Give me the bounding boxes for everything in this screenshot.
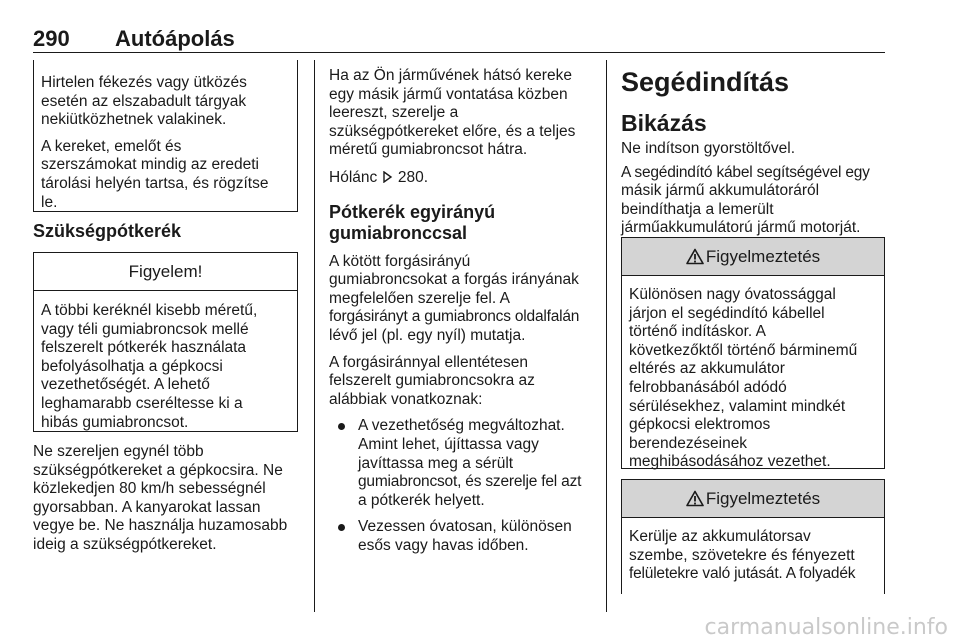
notice-text: A többi keréknél kisebb méretű, vagy téli gumiabroncsok mellé felszerelt pótkerék használata befolyásolhatja a gépkocsi vezethetőségét. A lehető leghamarabb cseréltesse ki a hibás gumiabroncsot. xyxy=(41,302,258,431)
paragraph: A forgásiránnyal ellentétesen felszerelt gumiabroncsokra az alábbiak vonatkoznak: xyxy=(329,353,535,408)
list-item: A vezethetőség megváltozhat. Amint lehet, újíttassa vagy javíttassa meg a sérült gumiabroncsot, és szerelje fel azt a pótkerék helyett. xyxy=(329,417,604,510)
section-heading: Szükségpótkerék xyxy=(33,221,182,241)
bullet-icon xyxy=(338,524,345,531)
warning-title-bar: Figyelmeztetés xyxy=(622,238,884,276)
paragraph: Ne indítson gyorstöltővel. xyxy=(621,140,796,157)
warning-text: Különösen nagy óvatossággal járjon el segédindító kábellel történő indításkor. A következőktől történő bárminemű eltérés az akkumulátor felrobbanásából adódó sérülésekhez, valamint mindkét gépkocsi elektromos berendezéseinek meghibásodásához vezethet. xyxy=(629,286,858,471)
section-heading: Pótkerék egyirányú gumiabronccsal xyxy=(329,201,496,243)
warning-title-bar: Figyelmeztetés xyxy=(622,480,884,518)
warning-triangle-icon xyxy=(686,248,704,265)
warning-box xyxy=(621,237,885,469)
warning-text: Kerülje az akkumulátorsav szembe, szövetekre és fényezett felületekre való jutását. A folyadék xyxy=(629,528,856,583)
chapter-title: Autóápolás xyxy=(115,26,235,51)
paragraph: A segédindító kábel segítségével egy másik jármű akkumulátoráról beindíthatja a lemerült járműakkumulátorú jármű motorját. xyxy=(621,163,870,237)
notice-box xyxy=(33,252,298,432)
warning-box xyxy=(621,479,885,594)
continued-warning-box xyxy=(33,60,298,212)
notice-title: Figyelem! xyxy=(34,253,297,291)
section-subtitle: Bikázás xyxy=(621,110,707,136)
page-number: 290 xyxy=(33,26,70,51)
page-reference-icon xyxy=(383,171,393,183)
paragraph: Ha az Ön járművének hátsó kereke egy másik jármű vontatása közben leereszt, szerelje a szükségpótkereket előre, és a teljes méretű gumiabroncsot hátra. xyxy=(329,67,576,159)
paragraph: A kötött forgásirányú gumiabroncsokat a forgás irányának megfelelően szerelje fel. A forgásirányt a gumiabroncs oldalfalán lévő jel (pl. egy nyíl) mutatja. xyxy=(329,252,580,344)
cross-reference[interactable]: Hólánc 280. xyxy=(329,168,429,186)
page-header xyxy=(33,24,885,53)
section-title: Segédindítás xyxy=(621,67,790,97)
box-paragraph: Hirtelen fékezés vagy ütközés esetén az elszabadult tárgyak nekiütközhetnek valakinek. xyxy=(41,74,247,129)
warning-triangle-icon xyxy=(686,490,704,507)
list-item: Vezessen óvatosan, különösen esős vagy havas időben. xyxy=(329,518,604,555)
bullet-icon xyxy=(338,423,345,430)
column-divider xyxy=(314,60,315,612)
box-paragraph: A kereket, emelőt és szerszámokat mindig az eredeti tárolási helyén tartsa, és rögzítse le. xyxy=(41,137,269,211)
paragraph: Ne szereljen egynél több szükségpótkereket a gépkocsira. Ne közlekedjen 80 km/h sebességnél gyorsabban. A kanyarokat lassan vegye be. Ne használja huzamosabb ideig a szükségpótkereket. xyxy=(33,443,288,553)
watermark: carmanualsonline.info xyxy=(704,615,948,640)
column-divider xyxy=(606,60,607,612)
bullet-list xyxy=(329,417,604,555)
